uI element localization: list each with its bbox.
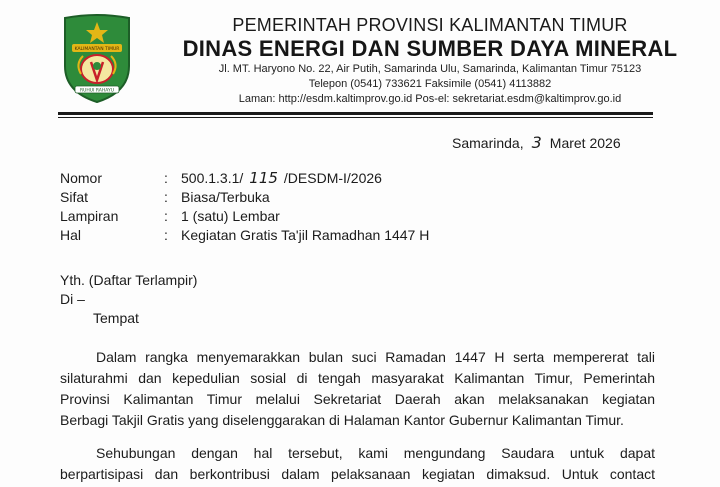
letterhead-address: Jl. MT. Haryono No. 22, Air Putih, Samarinda Ulu, Samarinda, Kalimantan Timur 75123 — [218, 63, 642, 75]
nomor-value — [181, 169, 382, 188]
lampiran-colon: : — [164, 208, 168, 224]
date-month-year: Maret 2026 — [549, 135, 621, 151]
letterhead-agency: DINAS ENERGI DAN SUMBER DAYA MINERAL — [182, 36, 678, 61]
letterhead-phone: Telepon (0541) 733621 Faksimile (0541) 4113882 — [308, 78, 552, 90]
nomor-handwritten: 115 — [249, 169, 278, 187]
date-day-handwritten: 3 — [531, 133, 542, 152]
p1-line: silaturahmi dan kepedulian sosial di tengah masyarakat Kalimantan Timur, Pemerintah — [60, 370, 655, 386]
hal-value: Kegiatan Gratis Ta'jil Ramadhan 1447 H — [181, 227, 430, 243]
date-city: Samarinda, — [452, 135, 524, 151]
p2-line: berpartisipasi dan berkontribusi dalam pelaksanaan kegiatan dimaksud. Untuk contact — [60, 466, 655, 482]
logo-ribbon-bottom: RUHUI RAHAYU — [79, 88, 115, 94]
logo-ribbon-top: KALIMANTAN TIMUR — [74, 47, 120, 52]
sifat-label: Sifat — [60, 189, 89, 205]
lampiran-label: Lampiran — [60, 208, 119, 224]
nomor-prefix: 500.1.3.1/ — [181, 170, 244, 186]
lampiran-value: 1 (satu) Lembar — [181, 208, 280, 224]
p1-line: Berbagi Takjil Gratis yang diselenggarakan di Halaman Kantor Gubernur Kalimantan Timur. — [60, 412, 624, 428]
letterhead-web: Laman: http://esdm.kaltimprov.go.id Pos-el: sekretariat.esdm@kaltimprov.go.id — [238, 93, 622, 105]
letterhead-rule-thin — [58, 117, 653, 118]
letterhead-government: PEMERINTAH PROVINSI KALIMANTAN TIMUR — [232, 15, 628, 35]
nomor-label: Nomor — [60, 170, 103, 186]
body-paragraph-1 — [60, 347, 655, 431]
p1-line: Dalam rangka menyemarakkan bulan suci Ramadan 1447 H serta mempererat tali — [96, 349, 655, 365]
letterhead-rule-thick — [58, 112, 653, 115]
sifat-colon: : — [164, 189, 168, 205]
hal-label: Hal — [60, 227, 82, 243]
sifat-value: Biasa/Terbuka — [181, 189, 270, 205]
p1-line: Provinsi Kalimantan Timur melalui Sekretariat Daerah akan melaksanakan kegiatan — [60, 391, 655, 407]
p2-line: Sehubungan dengan hal tersebut, kami mengundang Saudara untuk dapat — [96, 445, 655, 461]
nomor-colon: : — [164, 170, 168, 186]
body-paragraph-2 — [60, 443, 655, 485]
letter-date — [452, 134, 621, 152]
hal-colon: : — [164, 227, 168, 243]
nomor-suffix: /DESDM-I/2026 — [283, 170, 382, 186]
addressee-tempat: Tempat — [93, 310, 139, 326]
addressee-di: Di – — [60, 291, 85, 307]
kaltim-coat-of-arms-logo — [61, 14, 133, 104]
addressee — [60, 271, 197, 328]
letterhead — [140, 14, 720, 107]
addressee-yth: Yth. (Daftar Terlampir) — [60, 272, 198, 288]
